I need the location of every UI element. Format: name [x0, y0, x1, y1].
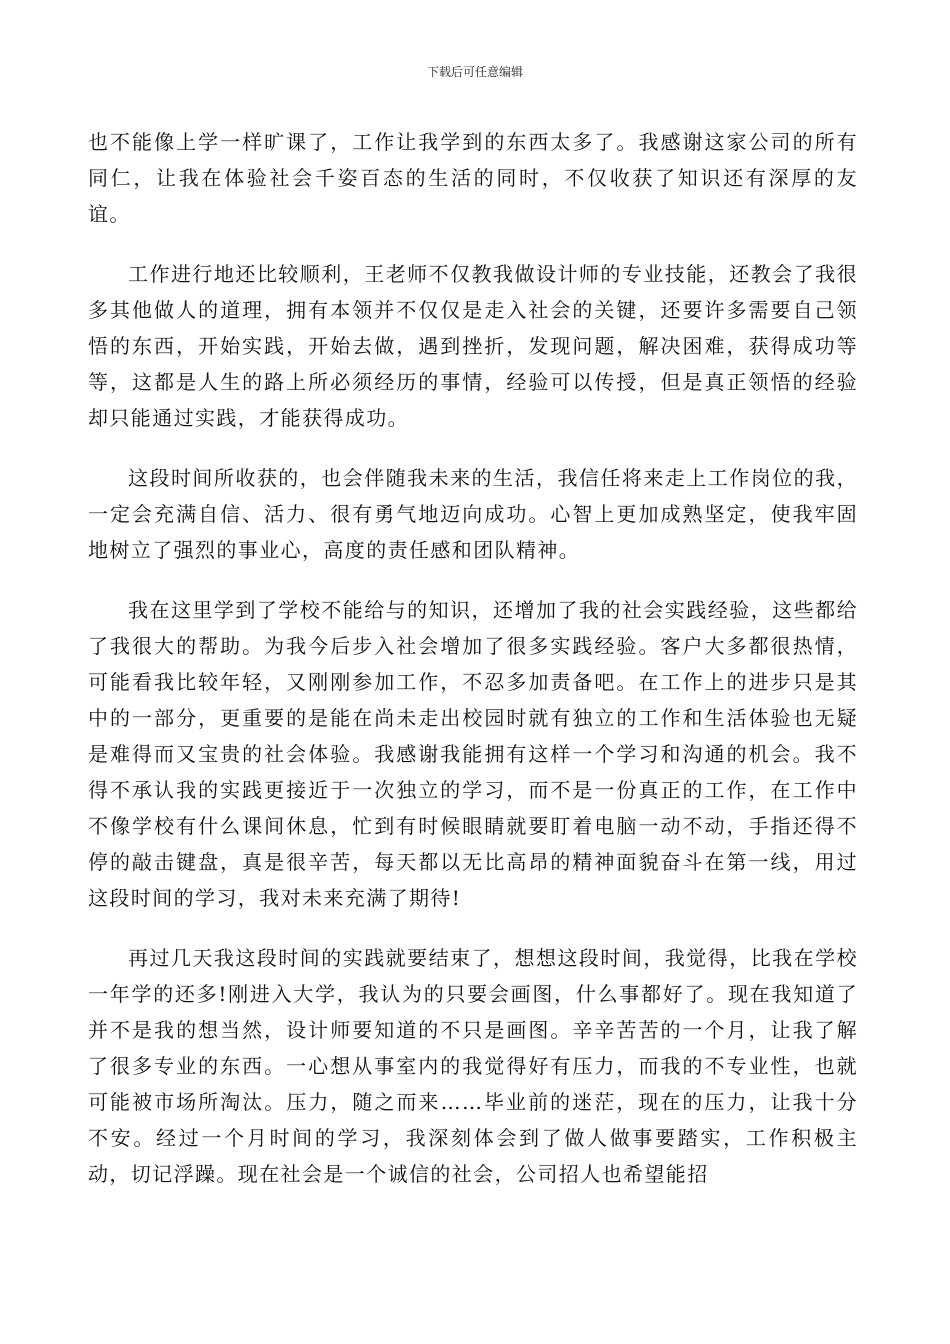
- paragraph: 我在这里学到了学校不能给与的知识，还增加了我的社会实践经验，这些都给了我很大的帮助。为我今后步入社会增加了很多实践经验。客户大多都很热情，可能看我比较年轻，又刚刚参加工作，不忍多加责备吧。在工作上的进步只是其中的一部分，更重要的是能在尚未走出校园时就有独立的工作和生活体验也无疑是难得而又宝贵的社会体验。我感谢我能拥有这样一个学习和沟通的机会。我不得不承认我的实践更接近于一次独立的学习，而不是一份真正的工作，在工作中不像学校有什么课间休息，忙到有时候眼睛就要盯着电脑一动不动，手指还得不停的敲击键盘，真是很辛苦，每天都以无比高昂的精神面貌奋斗在第一线，用过这段时间的学习，我对未来充满了期待!: [88, 598, 858, 910]
- page-header-caption: 下载后可任意编辑: [426, 65, 523, 79]
- document-body: [88, 124, 858, 1192]
- paragraph: 这段时间所收获的，也会伴随我未来的生活，我信任将来走上工作岗位的我，一定会充满自信、活力、很有勇气地迈向成功。心智上更加成熟坚定，使我牢固地树立了强烈的事业心，高度的责任感和团队精神。: [88, 466, 858, 562]
- paragraph: 再过几天我这段时间的实践就要结束了，想想这段时间，我觉得，比我在学校一年学的还多!刚进入大学，我认为的只要会画图，什么事都好了。现在我知道了并不是我的想当然，设计师要知道的不只是画图。辛辛苦苦的一个月，让我了解了很多专业的东西。一心想从事室内的我觉得好有压力，而我的不专业性，也就可能被市场所淘汰。压力，随之而来……毕业前的迷茫，现在的压力，让我十分不安。经过一个月时间的学习，我深刻体会到了做人做事要踏实，工作积极主动，切记浮躁。现在社会是一个诚信的社会，公司招人也希望能招: [88, 946, 858, 1186]
- paragraph: 工作进行地还比较顺利，王老师不仅教我做设计师的专业技能，还教会了我很多其他做人的道理，拥有本领并不仅仅是走入社会的关键，还要许多需要自己领悟的东西，开始实践，开始去做，遇到挫折，发现问题，解决困难，获得成功等等，这都是人生的路上所必须经历的事情，经验可以传授，但是真正领悟的经验却只能通过实践，才能获得成功。: [88, 262, 858, 430]
- paragraph-continued: 也不能像上学一样旷课了，工作让我学到的东西太多了。我感谢这家公司的所有同仁，让我在体验社会千姿百态的生活的同时，不仅收获了知识还有深厚的友谊。: [88, 130, 858, 226]
